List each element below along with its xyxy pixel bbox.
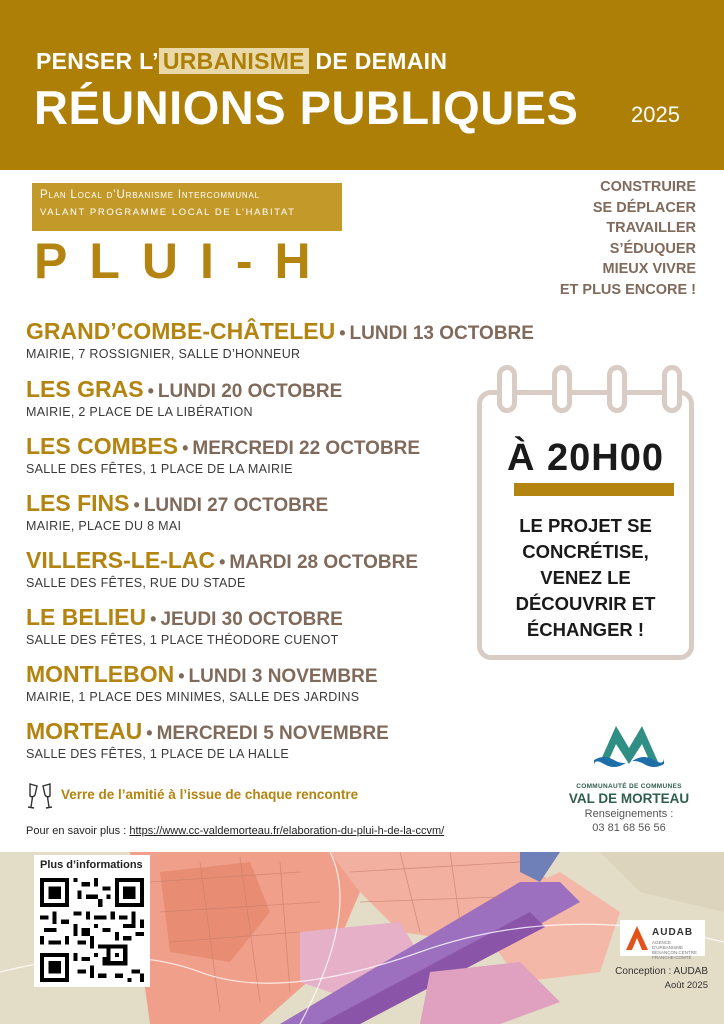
meeting-town: GRAND’COMBE-CHÂTELEU [26, 318, 336, 344]
bullet-separator: • [146, 723, 153, 743]
calendar-ring [607, 365, 627, 413]
qr-code-icon[interactable] [40, 878, 144, 982]
meeting-town: VILLERS-LE-LAC [26, 547, 216, 573]
meeting-place: SALLE DES FÊTES, RUE DU STADE [26, 576, 246, 590]
calendar-card [477, 390, 694, 660]
meeting-town: LES COMBES [26, 433, 179, 459]
more-info-link[interactable]: https://www.cc-valdemorteau.fr/elaboration-du-plui-h-de-la-ccvm/ [129, 825, 445, 837]
agency-subtitle: AGENCE D’URBANISME BESANÇON CENTRE FRANCHE-COMTÉ [652, 940, 698, 960]
meeting-date: MARDI 28 OCTOBRE [229, 552, 419, 573]
meeting-item [26, 661, 378, 704]
meeting-date: LUNDI 20 OCTOBRE [157, 381, 343, 402]
header-year: 2025 [631, 102, 680, 127]
contact-label: Renseignements : [584, 808, 674, 820]
calendar-line: ÉCHANGER ! [526, 619, 645, 640]
meeting-town: LES FINS [26, 490, 130, 516]
meeting-town: LE BELIEU [26, 604, 147, 630]
theme-item: SE DÉPLACER [592, 199, 696, 216]
meeting-item [26, 547, 418, 590]
meeting-place: SALLE DES FÊTES, 1 PLACE THÉODORE CUENOT [26, 633, 339, 647]
meeting-place: SALLE DES FÊTES, 1 PLACE DE LA MAIRIE [26, 462, 293, 476]
plan-line2: VALANT PROGRAMME LOCAL DE L’HABITAT [40, 207, 296, 218]
more-info-line [26, 825, 444, 837]
meeting-town: MONTLEBON [26, 661, 175, 687]
theme-item: TRAVAILLER [606, 220, 696, 236]
meeting-place: MAIRIE, 7 ROSSIGNIER, SALLE D’HONNEUR [26, 347, 301, 361]
meeting-item [26, 718, 389, 761]
page-title: RÉUNIONS PUBLIQUES [34, 81, 579, 134]
meeting-place: SALLE DES FÊTES, 1 PLACE DE LA HALLE [26, 747, 289, 761]
meeting-town: MORTEAU [26, 718, 143, 744]
conception-credit: Conception : AUDAB [615, 966, 708, 977]
tagline-part: PENSER L’ [36, 48, 159, 74]
calendar-ring [497, 365, 517, 413]
bullet-separator: • [178, 666, 185, 686]
theme-item: ET PLUS ENCORE ! [559, 281, 696, 298]
meeting-place: MAIRIE, PLACE DU 8 MAI [26, 519, 182, 533]
tagline-part: DE DEMAIN [308, 48, 448, 74]
calendar-line: LE PROJET SE [519, 515, 652, 536]
plan-label-box [32, 183, 342, 231]
meeting-item [26, 376, 342, 419]
calendar-message [482, 513, 689, 643]
calendar-line: VENEZ LE [540, 567, 631, 588]
agency-name: AUDAB [652, 927, 694, 938]
theme-item: CONSTRUIRE [600, 179, 696, 195]
meeting-date: JEUDI 30 OCTOBRE [160, 609, 343, 630]
more-info-label: Pour en savoir plus : [26, 825, 130, 837]
agency-logo-icon [624, 924, 650, 952]
meeting-item [26, 490, 328, 533]
bullet-separator: • [219, 552, 226, 572]
plan-acronym: PLUI-H [34, 233, 333, 289]
meeting-item [26, 604, 343, 647]
meeting-date: MERCREDI 22 OCTOBRE [192, 438, 421, 459]
bullet-separator: • [339, 323, 346, 343]
verre-text: Verre de l’amitié à l’issue de chaque rencontre [61, 787, 359, 802]
meeting-town: LES GRAS [26, 376, 144, 402]
meeting-item [26, 318, 534, 361]
theme-item: S’ÉDUQUER [609, 240, 696, 257]
champagne-glasses-icon [26, 781, 54, 811]
mountain-logo-icon [594, 718, 664, 770]
underline-bar [514, 483, 674, 496]
bullet-separator: • [133, 495, 140, 515]
meeting-place: MAIRIE, 1 PLACE DES MINIMES, SALLE DES JARDINS [26, 690, 360, 704]
meeting-item [26, 433, 420, 476]
calendar-line: CONCRÉTISE, [522, 541, 649, 562]
meeting-date: MERCREDI 5 NOVEMBRE [156, 723, 389, 744]
bullet-separator: • [182, 438, 189, 458]
meeting-date: LUNDI 13 OCTOBRE [349, 323, 534, 344]
contact-phone: 03 81 68 56 56 [592, 822, 666, 834]
meeting-date: LUNDI 27 OCTOBRE [143, 495, 329, 516]
credit-date: Août 2025 [664, 980, 708, 991]
meeting-time: À 20H00 [507, 437, 664, 479]
calendar-ring [552, 365, 572, 413]
bullet-separator: • [150, 609, 157, 629]
qr-label: Plus d’informations [40, 859, 143, 871]
tagline-highlight: URBANISME [159, 48, 309, 74]
meeting-date: LUNDI 3 NOVEMBRE [188, 666, 378, 687]
bullet-separator: • [147, 381, 154, 401]
org-type-label: COMMUNAUTÉ DE COMMUNES [576, 783, 682, 790]
header-tagline [36, 48, 447, 75]
org-name: VAL DE MORTEAU [568, 791, 690, 806]
theme-item: MIEUX VIVRE [602, 261, 696, 277]
plan-line1: Plan Local d’Urbanisme Intercommunal [40, 189, 260, 201]
calendar-line: DÉCOUVRIR ET [515, 593, 656, 614]
themes-list [476, 177, 696, 300]
header-banner [0, 0, 724, 170]
meeting-place: MAIRIE, 2 PLACE DE LA LIBÉRATION [26, 405, 253, 419]
calendar-ring [662, 365, 682, 413]
